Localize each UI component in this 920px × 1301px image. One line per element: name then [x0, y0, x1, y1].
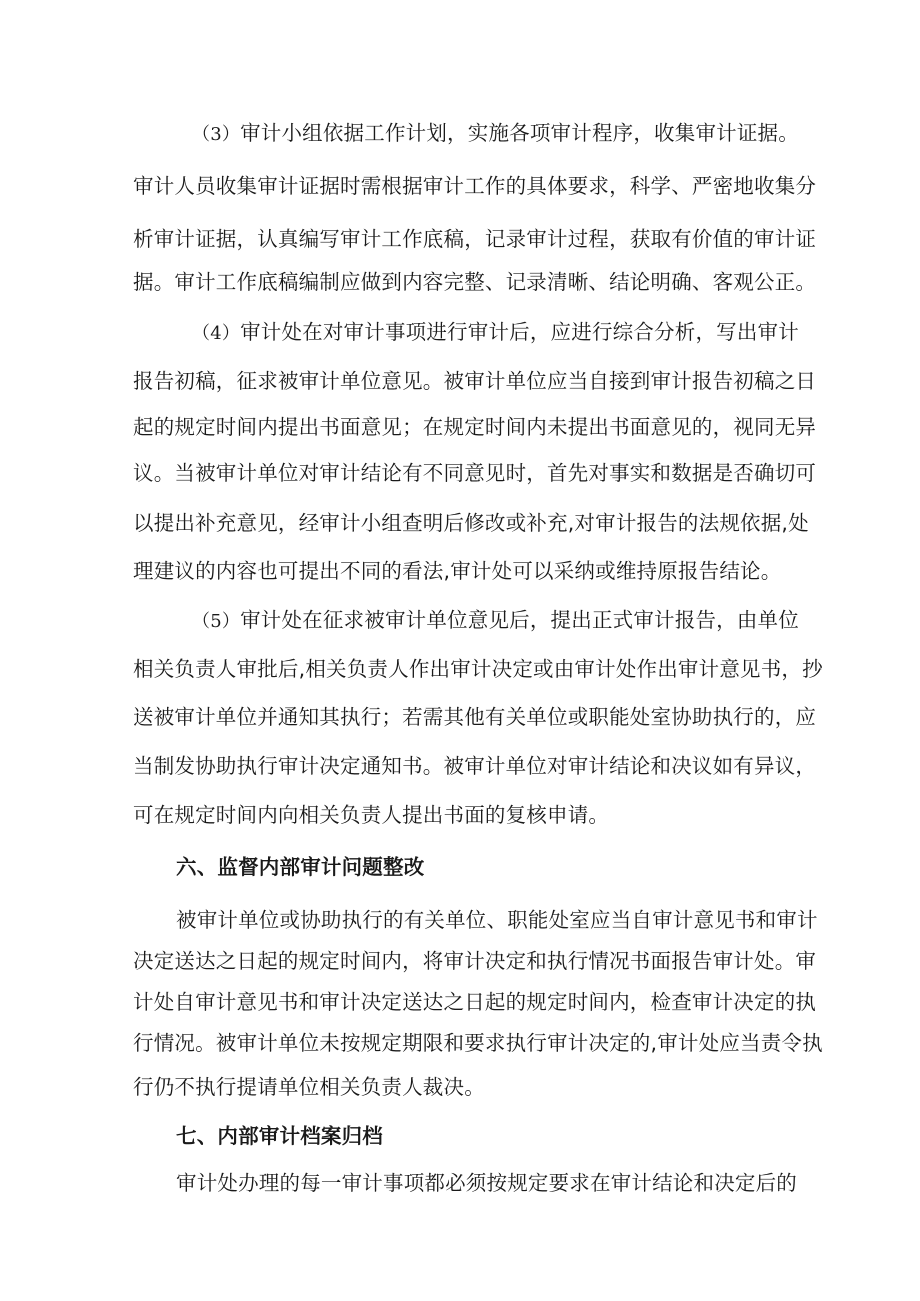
paragraph-3-line-3: 析审计证据，认真编写审计工作底稿，记录审计过程，获取有价值的审计证 — [133, 227, 817, 251]
paragraph-5-line-2: 相关负责人审批后,相关负责人作出审计决定或由审计处作出审计意见书，抄 — [133, 657, 823, 681]
section-6-line-4: 行情况。被审计单位未按规定期限和要求执行审计决定的,审计处应当责令执 — [133, 1031, 823, 1055]
item-number-3: （3） — [192, 124, 241, 145]
paragraph-3-line-2: 审计人员收集审计证据时需根据审计工作的具体要求，科学、严密地收集分 — [133, 174, 817, 198]
section-6-line-5: 行仍不执行提请单位相关负责人裁决。 — [133, 1075, 485, 1099]
paragraph-4-line-5: 以提出补充意见，经审计小组查明后修改或补充,对审计报告的法规依据,处 — [133, 511, 809, 535]
section-heading-7: 七、内部审计档案归档 — [176, 1124, 383, 1148]
paragraph-5-line-4: 当制发协助执行审计决定通知书。被审计单位对审计结论和决议如有异议， — [133, 754, 817, 778]
item-number-4: （4） — [192, 323, 241, 344]
paragraph-4-line-2: 报告初稿，征求被审计单位意见。被审计单位应当自接到审计报告初稿之日 — [133, 369, 817, 393]
paragraph-5-line-3: 送被审计单位并通知其执行；若需其他有关单位或职能处室协助执行的，应 — [133, 705, 817, 729]
paragraph-4-line-4: 议。当被审计单位对审计结论有不同意见时，首先对事实和数据是否确切可 — [133, 461, 817, 485]
paragraph-4-line-6: 理建议的内容也可提出不同的看法,审计处可以采纳或维持原报告结论。 — [133, 559, 782, 583]
item-number-5: （5） — [192, 611, 241, 632]
section-heading-6: 六、监督内部审计问题整改 — [176, 855, 425, 879]
section-6-line-1: 被审计单位或协助执行的有关单位、职能处室应当自审计意见书和审计 — [176, 908, 818, 932]
paragraph-5-line-1: （5）审计处在征求被审计单位意见后，提出正式审计报告，由单位 — [192, 608, 799, 632]
paragraph-3-line-1: （3）审计小组依据工作计划，实施各项审计程序，收集审计证据。 — [192, 121, 799, 145]
section-6-line-2: 决定送达之日起的规定时间内，将审计决定和执行情况书面报告审计处。审 — [133, 949, 817, 973]
paragraph-4-line-1: （4）审计处在对审计事项进行审计后，应进行综合分析，写出审计 — [192, 320, 799, 344]
paragraph-3-line-4: 据。审计工作底稿编制应做到内容完整、记录清晰、结论明确、客观公正。 — [133, 270, 817, 294]
section-6-line-3: 计处自审计意见书和审计决定送达之日起的规定时间内，检查审计决定的执 — [133, 990, 817, 1014]
section-7-line-1: 审计处办理的每一审计事项都必须按规定要求在审计结论和决定后的 — [176, 1171, 797, 1195]
paragraph-5-line-5: 可在规定时间内向相关负责人提出书面的复核申请。 — [133, 803, 610, 827]
paragraph-4-line-3: 起的规定时间内提出书面意见；在规定时间内未提出书面意见的，视同无异 — [133, 415, 817, 439]
